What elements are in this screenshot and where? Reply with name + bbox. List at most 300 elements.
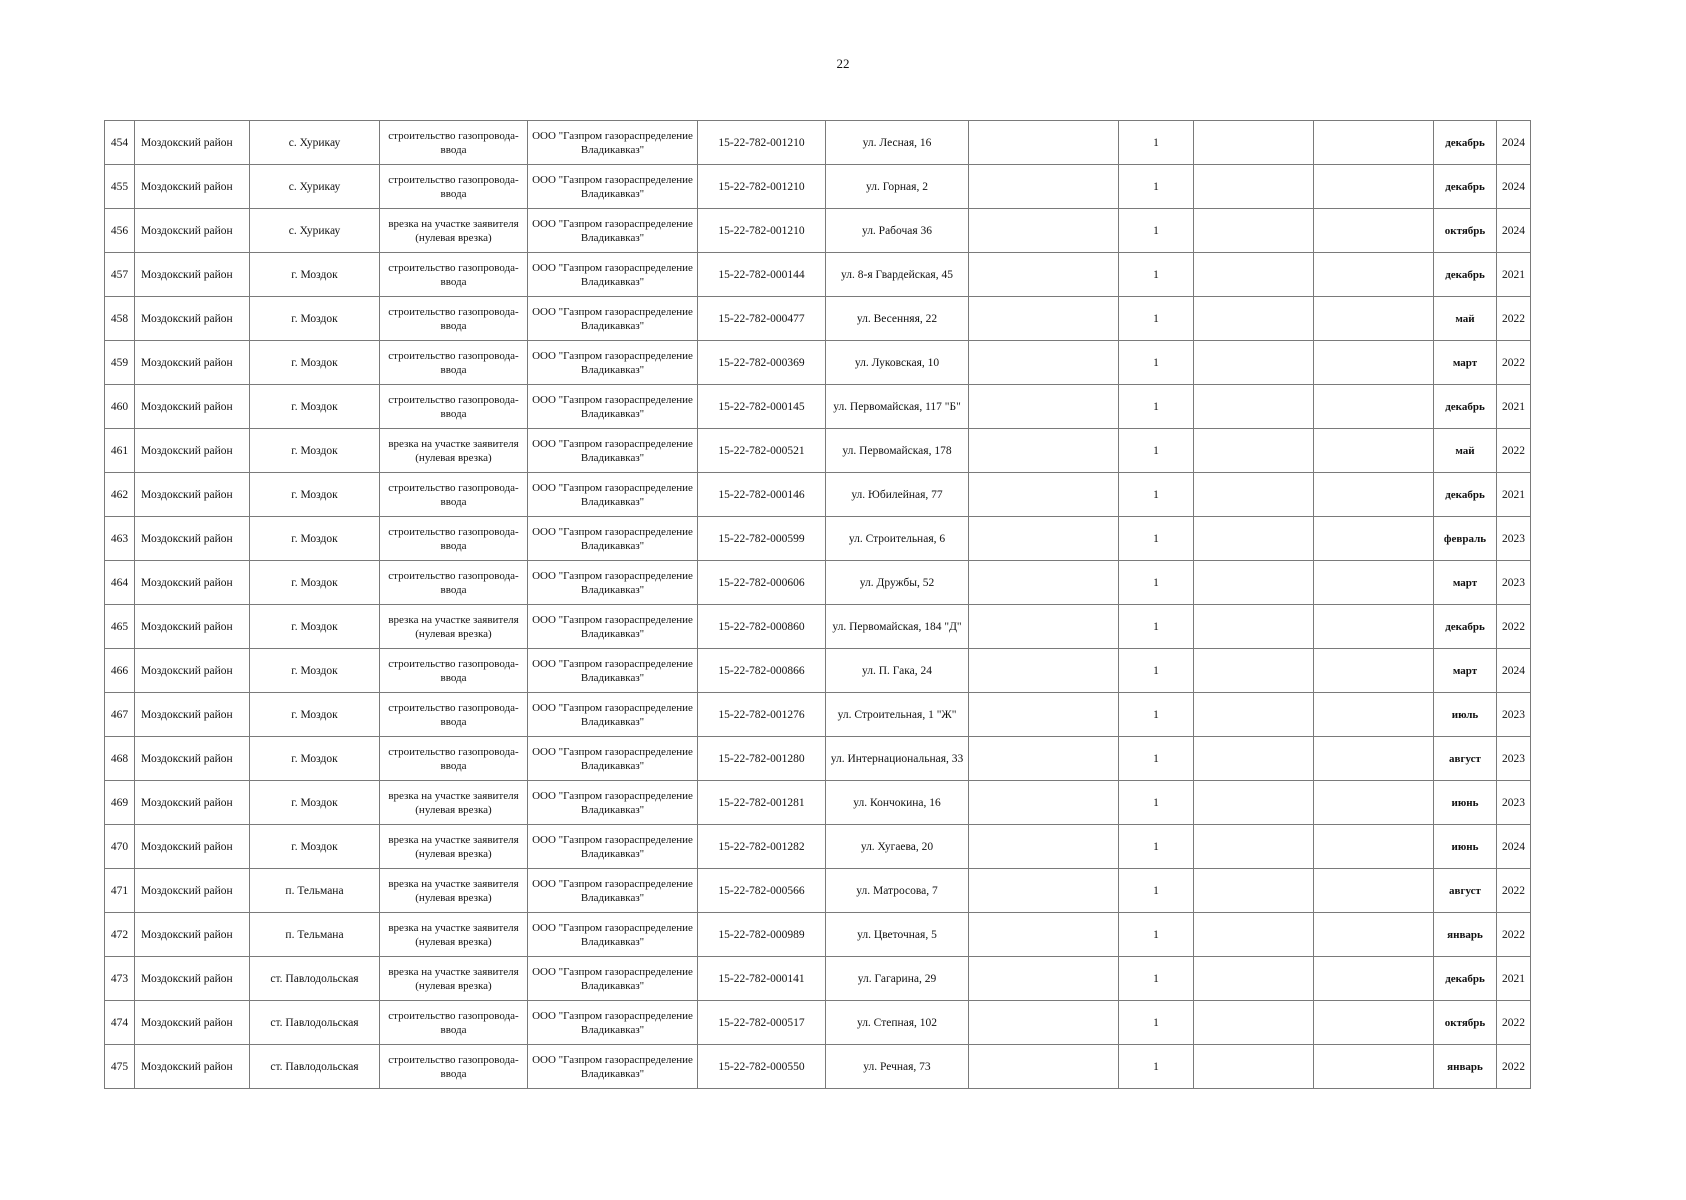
organization-cell: ООО "Газпром газораспределение Владикавказ" — [528, 473, 698, 517]
address-cell: ул. Кончокина, 16 — [826, 781, 969, 825]
quantity-cell: 1 — [1119, 385, 1194, 429]
row-number-cell: 454 — [105, 121, 135, 165]
empty-cell — [1314, 781, 1434, 825]
organization-cell: ООО "Газпром газораспределение Владикавказ" — [528, 1001, 698, 1045]
empty-cell — [969, 121, 1119, 165]
district-cell: Моздокский район — [135, 737, 250, 781]
empty-cell — [1194, 693, 1314, 737]
locality-cell: г. Моздок — [250, 473, 380, 517]
row-number-cell: 475 — [105, 1045, 135, 1089]
organization-cell: ООО "Газпром газораспределение Владикавказ" — [528, 957, 698, 1001]
address-cell: ул. Степная, 102 — [826, 1001, 969, 1045]
locality-cell: ст. Павлодольская — [250, 957, 380, 1001]
row-number-cell: 461 — [105, 429, 135, 473]
quantity-cell: 1 — [1119, 1045, 1194, 1089]
month-cell: май — [1434, 297, 1497, 341]
year-cell: 2023 — [1497, 781, 1531, 825]
month-cell: май — [1434, 429, 1497, 473]
quantity-cell: 1 — [1119, 561, 1194, 605]
locality-cell: п. Тельмана — [250, 869, 380, 913]
work-type-cell: врезка на участке заявителя (нулевая врезка) — [380, 825, 528, 869]
address-cell: ул. Первомайская, 117 "Б" — [826, 385, 969, 429]
row-number-cell: 468 — [105, 737, 135, 781]
object-code-cell: 15-22-782-001210 — [698, 165, 826, 209]
district-cell: Моздокский район — [135, 649, 250, 693]
district-cell: Моздокский район — [135, 561, 250, 605]
empty-cell — [1194, 253, 1314, 297]
work-type-cell: врезка на участке заявителя (нулевая врезка) — [380, 913, 528, 957]
work-type-cell: строительство газопровода-ввода — [380, 737, 528, 781]
object-code-cell: 15-22-782-001282 — [698, 825, 826, 869]
table-row — [105, 693, 1531, 737]
organization-cell: ООО "Газпром газораспределение Владикавказ" — [528, 781, 698, 825]
organization-cell: ООО "Газпром газораспределение Владикавказ" — [528, 737, 698, 781]
object-code-cell: 15-22-782-000989 — [698, 913, 826, 957]
row-number-cell: 473 — [105, 957, 135, 1001]
year-cell: 2022 — [1497, 1045, 1531, 1089]
object-code-cell: 15-22-782-000517 — [698, 1001, 826, 1045]
table-row — [105, 341, 1531, 385]
row-number-cell: 472 — [105, 913, 135, 957]
year-cell: 2021 — [1497, 473, 1531, 517]
row-number-cell: 465 — [105, 605, 135, 649]
quantity-cell: 1 — [1119, 341, 1194, 385]
object-code-cell: 15-22-782-000146 — [698, 473, 826, 517]
empty-cell — [1314, 253, 1434, 297]
district-cell: Моздокский район — [135, 209, 250, 253]
empty-cell — [1194, 825, 1314, 869]
empty-cell — [1314, 825, 1434, 869]
empty-cell — [1314, 649, 1434, 693]
organization-cell: ООО "Газпром газораспределение Владикавказ" — [528, 649, 698, 693]
work-type-cell: врезка на участке заявителя (нулевая врезка) — [380, 781, 528, 825]
empty-cell — [1194, 737, 1314, 781]
table-row — [105, 165, 1531, 209]
empty-cell — [1194, 869, 1314, 913]
organization-cell: ООО "Газпром газораспределение Владикавказ" — [528, 385, 698, 429]
empty-cell — [1314, 693, 1434, 737]
work-type-cell: строительство газопровода-ввода — [380, 517, 528, 561]
organization-cell: ООО "Газпром газораспределение Владикавказ" — [528, 561, 698, 605]
empty-cell — [969, 165, 1119, 209]
quantity-cell: 1 — [1119, 737, 1194, 781]
address-cell: ул. Юбилейная, 77 — [826, 473, 969, 517]
address-cell: ул. Первомайская, 178 — [826, 429, 969, 473]
row-number-cell: 470 — [105, 825, 135, 869]
row-number-cell: 462 — [105, 473, 135, 517]
organization-cell: ООО "Газпром газораспределение Владикавказ" — [528, 297, 698, 341]
quantity-cell: 1 — [1119, 253, 1194, 297]
locality-cell: г. Моздок — [250, 605, 380, 649]
empty-cell — [1314, 297, 1434, 341]
quantity-cell: 1 — [1119, 781, 1194, 825]
year-cell: 2024 — [1497, 649, 1531, 693]
address-cell: ул. Горная, 2 — [826, 165, 969, 209]
row-number-cell: 458 — [105, 297, 135, 341]
empty-cell — [1314, 605, 1434, 649]
empty-cell — [969, 913, 1119, 957]
empty-cell — [1314, 561, 1434, 605]
address-cell: ул. Интернациональная, 33 — [826, 737, 969, 781]
work-type-cell: врезка на участке заявителя (нулевая врезка) — [380, 429, 528, 473]
table-row — [105, 297, 1531, 341]
month-cell: июль — [1434, 693, 1497, 737]
year-cell: 2022 — [1497, 869, 1531, 913]
quantity-cell: 1 — [1119, 649, 1194, 693]
year-cell: 2023 — [1497, 737, 1531, 781]
object-code-cell: 15-22-782-000369 — [698, 341, 826, 385]
object-code-cell: 15-22-782-000141 — [698, 957, 826, 1001]
work-type-cell: врезка на участке заявителя (нулевая врезка) — [380, 869, 528, 913]
address-cell: ул. Дружбы, 52 — [826, 561, 969, 605]
work-type-cell: строительство газопровода-ввода — [380, 297, 528, 341]
locality-cell: с. Хурикау — [250, 121, 380, 165]
table-row — [105, 473, 1531, 517]
work-type-cell: строительство газопровода-ввода — [380, 1045, 528, 1089]
empty-cell — [1314, 1045, 1434, 1089]
work-type-cell: строительство газопровода-ввода — [380, 1001, 528, 1045]
empty-cell — [969, 341, 1119, 385]
address-cell: ул. Луковская, 10 — [826, 341, 969, 385]
organization-cell: ООО "Газпром газораспределение Владикавказ" — [528, 693, 698, 737]
month-cell: декабрь — [1434, 957, 1497, 1001]
year-cell: 2022 — [1497, 341, 1531, 385]
month-cell: март — [1434, 561, 1497, 605]
year-cell: 2023 — [1497, 561, 1531, 605]
work-type-cell: строительство газопровода-ввода — [380, 649, 528, 693]
organization-cell: ООО "Газпром газораспределение Владикавказ" — [528, 1045, 698, 1089]
work-type-cell: строительство газопровода-ввода — [380, 561, 528, 605]
month-cell: июнь — [1434, 825, 1497, 869]
row-number-cell: 471 — [105, 869, 135, 913]
empty-cell — [1314, 517, 1434, 561]
empty-cell — [969, 737, 1119, 781]
empty-cell — [969, 1045, 1119, 1089]
month-cell: декабрь — [1434, 253, 1497, 297]
empty-cell — [1194, 605, 1314, 649]
organization-cell: ООО "Газпром газораспределение Владикавказ" — [528, 825, 698, 869]
month-cell: февраль — [1434, 517, 1497, 561]
organization-cell: ООО "Газпром газораспределение Владикавказ" — [528, 209, 698, 253]
table-row — [105, 913, 1531, 957]
month-cell: декабрь — [1434, 605, 1497, 649]
year-cell: 2023 — [1497, 693, 1531, 737]
district-cell: Моздокский район — [135, 869, 250, 913]
address-cell: ул. Речная, 73 — [826, 1045, 969, 1089]
object-code-cell: 15-22-782-000144 — [698, 253, 826, 297]
address-cell: ул. Строительная, 1 "Ж" — [826, 693, 969, 737]
locality-cell: г. Моздок — [250, 693, 380, 737]
organization-cell: ООО "Газпром газораспределение Владикавказ" — [528, 165, 698, 209]
district-cell: Моздокский район — [135, 913, 250, 957]
locality-cell: г. Моздок — [250, 737, 380, 781]
object-code-cell: 15-22-782-000521 — [698, 429, 826, 473]
month-cell: март — [1434, 341, 1497, 385]
month-cell: декабрь — [1434, 473, 1497, 517]
empty-cell — [1194, 209, 1314, 253]
district-cell: Моздокский район — [135, 825, 250, 869]
work-type-cell: врезка на участке заявителя (нулевая врезка) — [380, 957, 528, 1001]
empty-cell — [1314, 341, 1434, 385]
empty-cell — [969, 473, 1119, 517]
quantity-cell: 1 — [1119, 517, 1194, 561]
year-cell: 2024 — [1497, 825, 1531, 869]
district-cell: Моздокский район — [135, 121, 250, 165]
district-cell: Моздокский район — [135, 385, 250, 429]
year-cell: 2022 — [1497, 605, 1531, 649]
organization-cell: ООО "Газпром газораспределение Владикавказ" — [528, 253, 698, 297]
quantity-cell: 1 — [1119, 913, 1194, 957]
locality-cell: г. Моздок — [250, 385, 380, 429]
work-type-cell: строительство газопровода-ввода — [380, 253, 528, 297]
locality-cell: г. Моздок — [250, 649, 380, 693]
empty-cell — [1314, 473, 1434, 517]
empty-cell — [1314, 913, 1434, 957]
table-row — [105, 429, 1531, 473]
object-code-cell: 15-22-782-000599 — [698, 517, 826, 561]
empty-cell — [969, 693, 1119, 737]
empty-cell — [1314, 869, 1434, 913]
quantity-cell: 1 — [1119, 825, 1194, 869]
empty-cell — [1314, 429, 1434, 473]
table-row — [105, 869, 1531, 913]
district-cell: Моздокский район — [135, 341, 250, 385]
locality-cell: с. Хурикау — [250, 165, 380, 209]
district-cell: Моздокский район — [135, 517, 250, 561]
organization-cell: ООО "Газпром газораспределение Владикавказ" — [528, 517, 698, 561]
table-row — [105, 781, 1531, 825]
table-row — [105, 649, 1531, 693]
empty-cell — [1194, 121, 1314, 165]
object-code-cell: 15-22-782-000860 — [698, 605, 826, 649]
work-type-cell: строительство газопровода-ввода — [380, 165, 528, 209]
district-cell: Моздокский район — [135, 165, 250, 209]
district-cell: Моздокский район — [135, 781, 250, 825]
object-code-cell: 15-22-782-001281 — [698, 781, 826, 825]
register-sheet — [104, 120, 1530, 1089]
table-row — [105, 1045, 1531, 1089]
row-number-cell: 469 — [105, 781, 135, 825]
year-cell: 2022 — [1497, 1001, 1531, 1045]
district-cell: Моздокский район — [135, 253, 250, 297]
locality-cell: г. Моздок — [250, 561, 380, 605]
object-code-cell: 15-22-782-000550 — [698, 1045, 826, 1089]
object-code-cell: 15-22-782-001276 — [698, 693, 826, 737]
locality-cell: ст. Павлодольская — [250, 1045, 380, 1089]
row-number-cell: 456 — [105, 209, 135, 253]
empty-cell — [969, 1001, 1119, 1045]
district-cell: Моздокский район — [135, 1045, 250, 1089]
quantity-cell: 1 — [1119, 165, 1194, 209]
object-code-cell: 15-22-782-000477 — [698, 297, 826, 341]
object-code-cell: 15-22-782-001210 — [698, 209, 826, 253]
work-type-cell: строительство газопровода-ввода — [380, 693, 528, 737]
address-cell: ул. Первомайская, 184 "Д" — [826, 605, 969, 649]
organization-cell: ООО "Газпром газораспределение Владикавказ" — [528, 913, 698, 957]
year-cell: 2022 — [1497, 913, 1531, 957]
year-cell: 2021 — [1497, 957, 1531, 1001]
address-cell: ул. Рабочая 36 — [826, 209, 969, 253]
locality-cell: г. Моздок — [250, 517, 380, 561]
work-type-cell: строительство газопровода-ввода — [380, 341, 528, 385]
table-row — [105, 121, 1531, 165]
work-type-cell: врезка на участке заявителя (нулевая врезка) — [380, 209, 528, 253]
work-type-cell: строительство газопровода-ввода — [380, 385, 528, 429]
locality-cell: с. Хурикау — [250, 209, 380, 253]
district-cell: Моздокский район — [135, 1001, 250, 1045]
empty-cell — [1314, 737, 1434, 781]
district-cell: Моздокский район — [135, 429, 250, 473]
quantity-cell: 1 — [1119, 605, 1194, 649]
row-number-cell: 464 — [105, 561, 135, 605]
year-cell: 2024 — [1497, 209, 1531, 253]
organization-cell: ООО "Газпром газораспределение Владикавказ" — [528, 341, 698, 385]
year-cell: 2022 — [1497, 429, 1531, 473]
empty-cell — [969, 517, 1119, 561]
quantity-cell: 1 — [1119, 209, 1194, 253]
organization-cell: ООО "Газпром газораспределение Владикавказ" — [528, 429, 698, 473]
page-number: 22 — [836, 56, 850, 71]
empty-cell — [969, 209, 1119, 253]
work-type-cell: строительство газопровода-ввода — [380, 121, 528, 165]
table-row — [105, 825, 1531, 869]
empty-cell — [1194, 429, 1314, 473]
organization-cell: ООО "Газпром газораспределение Владикавказ" — [528, 121, 698, 165]
month-cell: октябрь — [1434, 209, 1497, 253]
address-cell: ул. П. Гака, 24 — [826, 649, 969, 693]
row-number-cell: 467 — [105, 693, 135, 737]
quantity-cell: 1 — [1119, 1001, 1194, 1045]
empty-cell — [1194, 517, 1314, 561]
quantity-cell: 1 — [1119, 429, 1194, 473]
empty-cell — [1194, 473, 1314, 517]
empty-cell — [969, 385, 1119, 429]
row-number-cell: 466 — [105, 649, 135, 693]
row-number-cell: 457 — [105, 253, 135, 297]
empty-cell — [969, 869, 1119, 913]
quantity-cell: 1 — [1119, 957, 1194, 1001]
district-cell: Моздокский район — [135, 693, 250, 737]
empty-cell — [969, 649, 1119, 693]
district-cell: Моздокский район — [135, 473, 250, 517]
locality-cell: г. Моздок — [250, 781, 380, 825]
address-cell: ул. 8-я Гвардейская, 45 — [826, 253, 969, 297]
object-code-cell: 15-22-782-000145 — [698, 385, 826, 429]
address-cell: ул. Хугаева, 20 — [826, 825, 969, 869]
register-body — [105, 121, 1531, 1089]
empty-cell — [1194, 957, 1314, 1001]
month-cell: декабрь — [1434, 165, 1497, 209]
empty-cell — [969, 561, 1119, 605]
table-row — [105, 385, 1531, 429]
organization-cell: ООО "Газпром газораспределение Владикавказ" — [528, 869, 698, 913]
table-row — [105, 737, 1531, 781]
table-row — [105, 1001, 1531, 1045]
empty-cell — [1314, 1001, 1434, 1045]
table-row — [105, 957, 1531, 1001]
district-cell: Моздокский район — [135, 297, 250, 341]
empty-cell — [969, 253, 1119, 297]
empty-cell — [1194, 561, 1314, 605]
locality-cell: ст. Павлодольская — [250, 1001, 380, 1045]
empty-cell — [969, 957, 1119, 1001]
month-cell: июнь — [1434, 781, 1497, 825]
empty-cell — [1194, 297, 1314, 341]
district-cell: Моздокский район — [135, 957, 250, 1001]
organization-cell: ООО "Газпром газораспределение Владикавказ" — [528, 605, 698, 649]
year-cell: 2021 — [1497, 385, 1531, 429]
gas-connection-register-table — [104, 120, 1531, 1089]
year-cell: 2022 — [1497, 297, 1531, 341]
locality-cell: г. Моздок — [250, 341, 380, 385]
month-cell: декабрь — [1434, 385, 1497, 429]
month-cell: январь — [1434, 1045, 1497, 1089]
table-row — [105, 517, 1531, 561]
row-number-cell: 460 — [105, 385, 135, 429]
month-cell: август — [1434, 737, 1497, 781]
address-cell: ул. Строительная, 6 — [826, 517, 969, 561]
quantity-cell: 1 — [1119, 297, 1194, 341]
empty-cell — [1194, 913, 1314, 957]
quantity-cell: 1 — [1119, 473, 1194, 517]
quantity-cell: 1 — [1119, 693, 1194, 737]
object-code-cell: 15-22-782-001280 — [698, 737, 826, 781]
address-cell: ул. Гагарина, 29 — [826, 957, 969, 1001]
table-row — [105, 253, 1531, 297]
empty-cell — [1314, 957, 1434, 1001]
object-code-cell: 15-22-782-000866 — [698, 649, 826, 693]
empty-cell — [1314, 209, 1434, 253]
year-cell: 2024 — [1497, 165, 1531, 209]
row-number-cell: 474 — [105, 1001, 135, 1045]
month-cell: октябрь — [1434, 1001, 1497, 1045]
object-code-cell: 15-22-782-001210 — [698, 121, 826, 165]
row-number-cell: 459 — [105, 341, 135, 385]
empty-cell — [1194, 1001, 1314, 1045]
locality-cell: п. Тельмана — [250, 913, 380, 957]
month-cell: март — [1434, 649, 1497, 693]
work-type-cell: строительство газопровода-ввода — [380, 473, 528, 517]
locality-cell: г. Моздок — [250, 825, 380, 869]
empty-cell — [1194, 1045, 1314, 1089]
year-cell: 2024 — [1497, 121, 1531, 165]
empty-cell — [1194, 341, 1314, 385]
empty-cell — [1194, 165, 1314, 209]
locality-cell: г. Моздок — [250, 429, 380, 473]
empty-cell — [969, 297, 1119, 341]
empty-cell — [969, 429, 1119, 473]
object-code-cell: 15-22-782-000566 — [698, 869, 826, 913]
table-row — [105, 209, 1531, 253]
quantity-cell: 1 — [1119, 869, 1194, 913]
month-cell: август — [1434, 869, 1497, 913]
empty-cell — [1194, 385, 1314, 429]
address-cell: ул. Лесная, 16 — [826, 121, 969, 165]
address-cell: ул. Цветочная, 5 — [826, 913, 969, 957]
empty-cell — [1314, 385, 1434, 429]
empty-cell — [1194, 649, 1314, 693]
year-cell: 2021 — [1497, 253, 1531, 297]
month-cell: январь — [1434, 913, 1497, 957]
empty-cell — [1314, 121, 1434, 165]
row-number-cell: 455 — [105, 165, 135, 209]
quantity-cell: 1 — [1119, 121, 1194, 165]
locality-cell: г. Моздок — [250, 297, 380, 341]
district-cell: Моздокский район — [135, 605, 250, 649]
work-type-cell: врезка на участке заявителя (нулевая врезка) — [380, 605, 528, 649]
address-cell: ул. Матросова, 7 — [826, 869, 969, 913]
empty-cell — [969, 825, 1119, 869]
